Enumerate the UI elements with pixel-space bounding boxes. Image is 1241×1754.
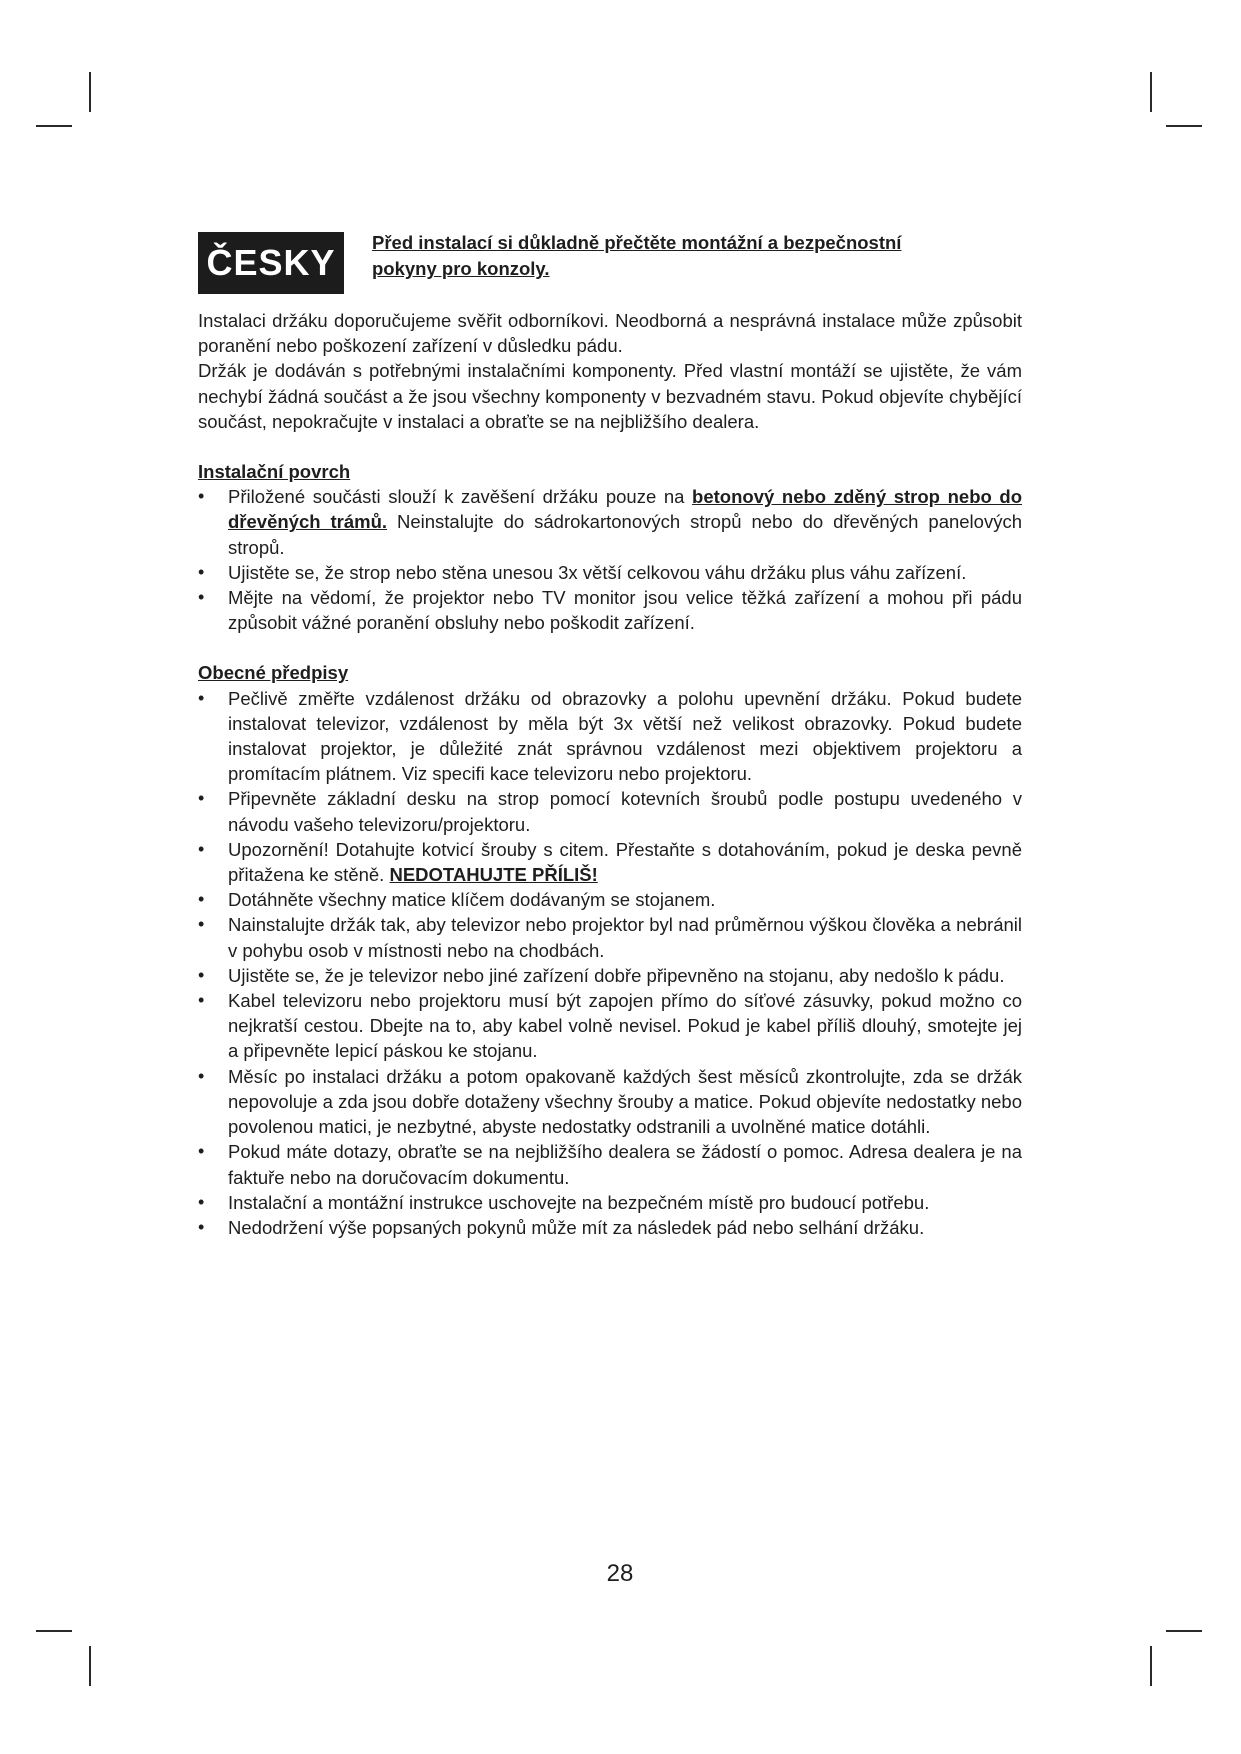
list-item [198,484,1022,560]
language-badge: ČESKY [198,232,344,294]
list-item [198,837,1022,887]
document-body [198,308,1022,1265]
list-item: • Kabel televizoru nebo projektoru musí být zapojen přímo do síťové zásuvky, pokud možno co nejkratší cestou. Dbejte na to, aby kabel volně nevisel. Pokud je kabel příliš dlouhý, smotejte jej a připevněte lepicí páskou ke stojanu. [198,988,1022,1064]
header-title-line-1: Před instalací si důkladně přečtěte montážní a bezpečnostní [372,232,902,253]
crop-mark-bottom-left-vertical [89,1646,91,1686]
list-item: • Ujistěte se, že strop nebo stěna unesou 3x větší celkovou váhu držáku plus váhu zařízení. [198,560,1022,585]
list-item-text: Přiložené součásti slouží k zavěšení držáku pouze na [228,486,693,508]
list-item: • Nainstalujte držák tak, aby televizor nebo projektor byl nad průměrnou výškou člověka a nebránil v pohybu osob v místnosti nebo na chodbách. [198,912,1022,962]
list-item: • Měsíc po instalaci držáku a potom opakovaně každých šest měsíců zkontrolujte, zda se držák nepovoluje a zda jsou dobře dotaženy všechny šrouby a matice. Pokud objevíte nedostatky nebo povolenou matici, je nezbytné, abyste nedostatky odstranili a uvolněné matice dotáhli. [198,1064,1022,1140]
header-title-line-2: pokyny pro konzoly. [372,258,550,279]
crop-mark-top-left-vertical [89,72,91,112]
list-item: • Nedodržení výše popsaných pokynů může mít za následek pád nebo selhání držáku. [198,1215,1022,1240]
intro-paragraph-2: Držák je dodáván s potřebnými instalačními komponenty. Před vlastní montáží se ujistěte, že vám nechybí žádná součást a že jsou všechny komponenty v bezvadném stavu. Pokud objevíte chybějící součást, nepokračujte v instalaci a obraťte se na nejbližšího dealera. [198,360,1022,432]
crop-mark-top-left-horizontal [36,125,72,127]
page-number: 28 [606,1560,634,1587]
crop-mark-bottom-left-horizontal [36,1630,72,1632]
section-general-rules [198,660,1022,1240]
header-title [372,230,972,282]
crop-mark-top-right-vertical [1150,72,1152,112]
crop-mark-bottom-right-vertical [1150,1646,1152,1686]
page-header [198,232,978,294]
section-heading: Instalační povrch [198,461,351,483]
intro-paragraph-1: Instalaci držáku doporučujeme svěřit odborníkovi. Neodborná a nesprávná instalace může způsobit poranění nebo poškození zařízení v důsledku pádu. [198,310,1022,357]
crop-mark-bottom-right-horizontal [1166,1630,1202,1632]
section-installation-surface [198,459,1022,635]
bullet-list [198,484,1022,635]
list-item: • Připevněte základní desku na strop pomocí kotevních šroubů podle postupu uvedeného v návodu vašeho televizoru/projektoru. [198,786,1022,836]
list-item-emphasis: betonový nebo zděný strop nebo do dřevěných trámů. [228,486,1023,533]
list-item: • Pečlivě změřte vzdálenost držáku od obrazovky a polohu upevnění držáku. Pokud budete instalovat televizor, vzdálenost by měla být 3x větší než velikost obrazovky. Pokud budete instalovat projektor, je důležité znát správnou vzdálenost mezi objektivem projektoru a promítacím plátnem. Viz specifi kace televizoru nebo projektoru. [198,686,1022,787]
list-item: • Ujistěte se, že je televizor nebo jiné zařízení dobře připevněno na stojanu, aby nedošlo k pádu. [198,963,1022,988]
list-item: • Pokud máte dotazy, obraťte se na nejbližšího dealera se žádostí o pomoc. Adresa dealera je na faktuře nebo na doručovacím dokumentu. [198,1139,1022,1189]
list-item: • Mějte na vědomí, že projektor nebo TV monitor jsou velice těžká zařízení a mohou při pádu způsobit vážné poranění obsluhy nebo poškodit zařízení. [198,585,1022,635]
list-item-text: Neinstalujte do sádrokartonových stropů nebo do dřevěných panelových stropů. [228,511,1022,558]
crop-mark-top-right-horizontal [1166,125,1202,127]
bullet-list [198,686,1022,1240]
list-item: • Dotáhněte všechny matice klíčem dodávaným se stojanem. [198,887,1022,912]
list-item: • Instalační a montážní instrukce uschovejte na bezpečném místě pro budoucí potřebu. [198,1190,1022,1215]
list-item-text: Upozornění! Dotahujte kotvicí šrouby s citem. Přestaňte s dotahováním, pokud je deska pevně přitažena ke stěně. [228,838,1022,886]
section-heading: Obecné předpisy [198,662,349,684]
list-item-emphasis: NEDOTAHUJTE PŘÍLIŠ! [389,864,598,886]
